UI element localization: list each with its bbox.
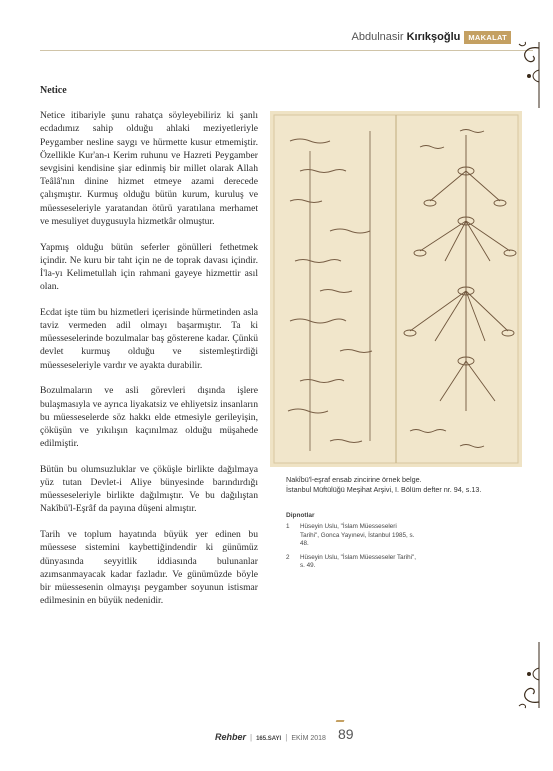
running-header	[352, 30, 511, 44]
footnotes-list	[286, 523, 416, 576]
author-last-name: Kırıkşoğlu	[406, 31, 461, 43]
footnote-item	[286, 554, 416, 571]
footnote-item	[286, 523, 416, 549]
page-number	[338, 726, 354, 742]
author-first-name: Abdulnasir	[351, 31, 404, 43]
corner-ornament-icon	[513, 640, 541, 710]
paragraph: Bozulmaların ve asli görevleri dışında işlere bulaşmasıyla ve ayrıca liyakatsiz ve ehliyetsiz insanların bu müesseselerde söz hakkı elde etmesiyle gerileyişin, çöküşün ve yıkılışın kaçınılmaz olduğu müşahede edilmiştir.	[40, 385, 258, 450]
author-name	[352, 31, 461, 43]
header-rule	[40, 50, 533, 51]
footer-separator: |	[285, 733, 288, 742]
footnotes-title: Dipnotlar	[286, 512, 315, 519]
corner-ornament-icon	[513, 40, 541, 110]
footer-separator: |	[250, 733, 253, 742]
paragraph: Ecdat işte tüm bu hizmetleri içerisinde hürmetinden asla taviz vermeden adil olmayı başarmıştır. Ta ki müesseselerinde bozulmalar baş gösterene kadar. Çünkü devlet kurmuş olduğu ve sistemleştirdiği müesseseleriyle vardır ve ayakta durabilir.	[40, 306, 258, 371]
section-heading: Netice	[40, 85, 67, 96]
footnote-text: Hüseyin Uslu, "İslam Müesseseleri Tarihi", Gonca Yayınevi, İstanbul 1985, s. 48.	[300, 523, 415, 548]
footnote-number: 1	[286, 523, 290, 530]
issue-number: 165.SAYI	[256, 736, 282, 742]
paragraph: Tarih ve toplum hayatında büyük yer edinen bu müessese sistemini kaybettiğindendir ki günümüz dünyasında seyyitlik iddiasında bulunanlar azımsanmayacak kadar fazladır. Ve günümüzde böyle bir müessesenin olmayışı peygamber soyunun istismar edilmesinin en büyük nedenidir.	[40, 529, 258, 607]
paragraph: Netice itibariyle şunu rahatça söyleyebiliriz ki şanlı ecdadımız sahip olduğu ahlaki meziyetleriyle Peygamber nesline saygı ve hürmette kusur etmemiştir. Özellikle Kur'an-ı Kerim ruhunu ve Hazreti Peygamber sevgisini kendisine şiar edinmiş bir millet olarak Allah Teâlâ'nın dinine hizmet etmeye azami derecede çalışmıştır. Kurmuş olduğu bütün kurum, kuruluş ve müesseseleriyle yaratandan ötürü yaratılana merhamet ve mesuliyet duygusuyla hizmetkâr olmuştur.	[40, 110, 258, 227]
paragraph: Yapmış olduğu bütün seferler gönülleri fethetmek içindir. Ne kuru bir taht için ne de toprak davası içindir. İ'la-yı Kelimetullah için rahmani gayeye hizmettir asıl olan.	[40, 241, 258, 293]
footnote-text: Hüseyin Uslu, "İslam Müesseseler Tarihi", s. 49.	[300, 553, 416, 570]
page-footer	[215, 726, 354, 742]
caption-line: Nakîbü'l-eşraf ensab zincirine örnek belge.	[286, 475, 422, 484]
manuscript-figure	[270, 111, 522, 467]
magazine-logo: Rehber	[215, 732, 247, 742]
page-number-text: 89	[337, 726, 354, 742]
figure-caption	[286, 475, 521, 495]
caption-line: İstanbul Müftülüğü Meşihat Arşivi, I. Bölüm defter nr. 94, s.13.	[286, 485, 482, 494]
paragraph: Bütün bu olumsuzluklar ve çöküşle birlikte dağılmaya yüz tutan Devlet-i Aliye bünyesinde barındırdığı müesseseleriyle birlikte dağılmıştır. Ve bu dağılıştan Nakîbü'l-Eşrâf da payına düşeni almıştır.	[40, 463, 258, 515]
manuscript-image	[270, 111, 522, 467]
article-body	[40, 84, 258, 620]
footnote-number: 2	[286, 553, 290, 561]
issue-date: EKİM 2018	[291, 735, 326, 742]
section-badge: MAKALAT	[464, 31, 511, 44]
